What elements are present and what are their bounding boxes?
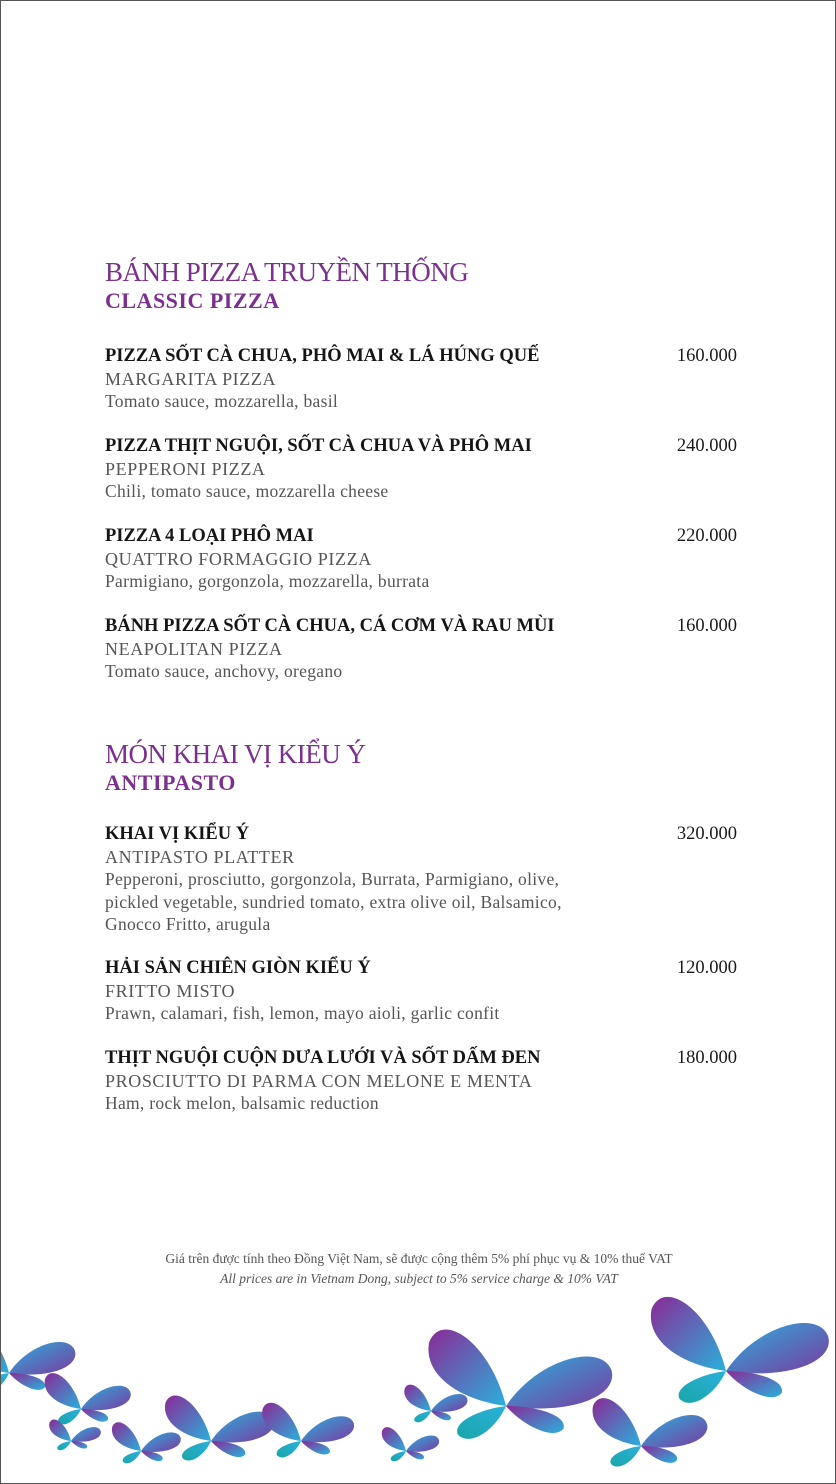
menu-item-prosciutto-melone <box>105 1047 737 1115</box>
butterfly-icon <box>428 1329 612 1438</box>
item-name-en: PROSCIUTTO DI PARMA CON MELONE E MENTA <box>105 1071 533 1091</box>
menu-item-quattro-formaggio <box>105 525 737 593</box>
item-description: Ham, rock melon, balsamic reduction <box>105 1093 379 1113</box>
item-description: Prawn, calamari, fish, lemon, mayo aioli, garlic confit <box>105 1003 500 1023</box>
price-note <box>1 1249 836 1289</box>
butterfly-icon <box>382 1427 439 1461</box>
item-name-en: FRITTO MISTO <box>105 981 236 1001</box>
item-description: Tomato sauce, mozzarella, basil <box>105 391 339 411</box>
section-heading-antipasto <box>105 739 365 797</box>
item-price: 240.000 <box>676 436 737 456</box>
section-heading-classic-pizza <box>105 257 468 315</box>
butterfly-icon <box>45 1373 131 1424</box>
item-description: Pepperoni, prosciutto, gorgonzola, Burrata, Parmigiano, olive, pickled vegetable, sundried tomato, extra olive oil, Balsamico, Gnocco Fritto, arugula <box>105 869 562 934</box>
butterfly-icon <box>593 1398 708 1466</box>
item-name-vn: HẢI SẢN CHIÊN GIÒN KIỂU Ý <box>105 958 371 978</box>
item-description: Parmigiano, gorgonzola, mozzarella, burrata <box>105 571 430 591</box>
menu-item-neapolitan <box>105 615 737 683</box>
butterfly-icon <box>165 1396 274 1461</box>
item-name-vn: PIZZA 4 LOẠI PHÔ MAI <box>105 526 314 546</box>
item-name-vn: PIZZA SỐT CÀ CHUA, PHÔ MAI & LÁ HÚNG QUẾ <box>105 346 540 366</box>
item-price: 180.000 <box>676 1048 737 1068</box>
item-name-vn: PIZZA THỊT NGUỘI, SỐT CÀ CHUA VÀ PHÔ MAI <box>105 436 532 456</box>
item-price: 120.000 <box>676 958 737 978</box>
item-price: 220.000 <box>676 526 737 546</box>
butterfly-icon <box>112 1422 181 1463</box>
section-title-en: CLASSIC PIZZA <box>105 288 280 313</box>
section-title-vn: MÓN KHAI VỊ KIỂU Ý <box>105 739 366 769</box>
item-name-vn: BÁNH PIZZA SỐT CÀ CHUA, CÁ CƠM VÀ RAU MÙI <box>105 616 555 636</box>
butterfly-decoration <box>1 1291 835 1483</box>
item-name-en: MARGARITA PIZZA <box>105 369 277 389</box>
butterfly-icon <box>49 1419 101 1450</box>
menu-item-fritto-misto <box>105 957 737 1025</box>
butterfly-icon <box>262 1403 354 1458</box>
item-name-vn: KHAI VỊ KIỂU Ý <box>105 824 250 844</box>
price-note-vn: Giá trên được tính theo Đồng Việt Nam, sẽ được cộng thêm 5% phí phục vụ & 10% thuế VAT <box>165 1251 673 1266</box>
item-price: 320.000 <box>676 824 737 844</box>
price-note-en: All prices are in Vietnam Dong, subject to 5% service charge & 10% VAT <box>220 1271 618 1286</box>
item-price: 160.000 <box>676 346 737 366</box>
menu-item-pepperoni <box>105 435 737 503</box>
item-name-vn: THỊT NGUỘI CUỘN DƯA LƯỚI VÀ SỐT DẤM ĐEN <box>105 1048 541 1068</box>
section-title-vn: BÁNH PIZZA TRUYỀN THỐNG <box>105 257 469 287</box>
item-description: Chili, tomato sauce, mozzarella cheese <box>105 481 389 501</box>
item-name-en: NEAPOLITAN PIZZA <box>105 639 283 659</box>
menu-item-antipasto-platter <box>105 823 737 936</box>
section-title-en: ANTIPASTO <box>105 770 236 795</box>
item-price: 160.000 <box>676 616 737 636</box>
butterfly-icon <box>651 1297 829 1403</box>
item-name-en: ANTIPASTO PLATTER <box>105 847 295 867</box>
item-description: Tomato sauce, anchovy, oregano <box>105 661 343 681</box>
item-name-en: QUATTRO FORMAGGIO PIZZA <box>105 549 372 569</box>
item-name-en: PEPPERONI PIZZA <box>105 459 266 479</box>
menu-item-margarita <box>105 345 737 413</box>
